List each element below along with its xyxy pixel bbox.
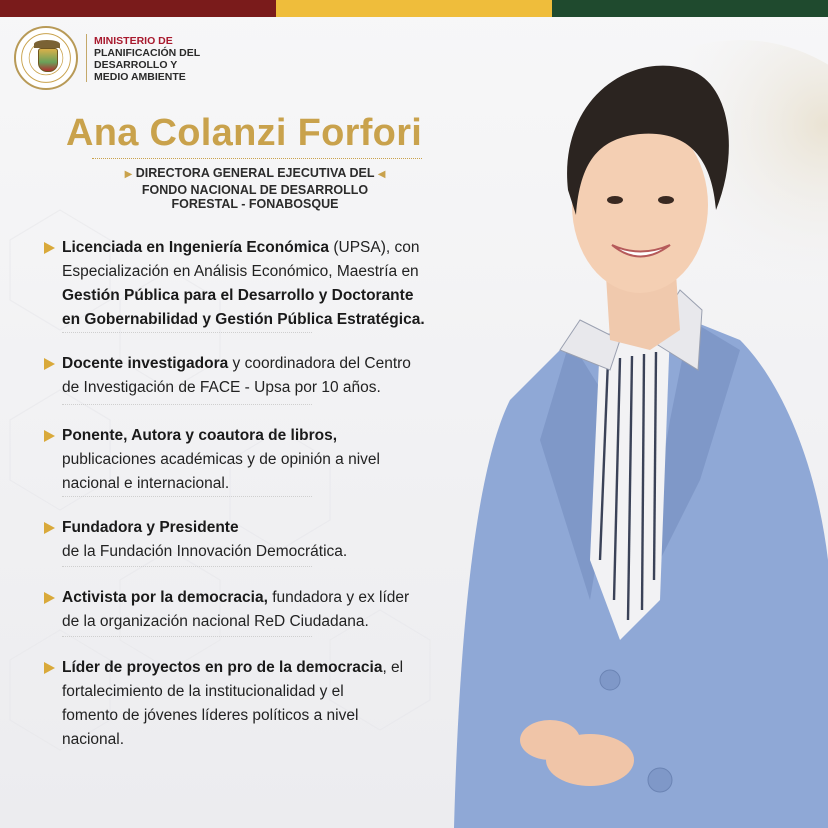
bio-text: fundadora y ex líder [267,589,410,606]
shield-icon [38,48,58,72]
bio-text: en Gobernabilidad y Gestión Pública Estratégica. [62,311,425,328]
position-title [90,166,420,212]
condor-icon [34,40,60,48]
bio-text: de la organización nacional ReD Ciudadana. [62,613,369,630]
bio-text: nacional e internacional. [62,475,230,492]
bio-text: fomento de jóvenes líderes políticos a nivel [62,707,359,724]
bio-item [44,352,474,400]
bio-text: fortalecimiento de la institucionalidad y el [62,683,344,700]
bio-text: Ponente, Autora y coautora de libros, [62,427,338,444]
dotted-separator [62,404,312,405]
bio-item [44,516,474,564]
bio-text: , el [382,659,404,676]
position-line-2: FONDO NACIONAL DE DESARROLLO [141,182,369,197]
bio-item [44,424,474,496]
bio-text: Especialización en Análisis Económico, Maestría en [62,263,419,280]
dotted-separator [62,566,312,567]
ministry-line-4: MEDIO AMBIENTE [94,71,186,83]
bio-text: Docente investigadora [62,355,229,372]
bullet-triangle-icon [44,242,55,254]
bio-text: publicaciones académicas y de opinión a nivel [62,451,380,468]
bio-text: de la Fundación Innovación Democrática. [62,543,348,560]
position-line-1: DIRECTORA GENERAL EJECUTIVA DEL [135,166,375,180]
logo-divider [86,34,87,82]
ministry-line-2: PLANIFICACIÓN DEL [94,47,201,59]
ministry-logo-text [94,35,214,83]
bullet-triangle-icon [44,662,55,674]
portrait-photo [440,40,828,828]
triangle-left-icon: ◀ [377,169,386,180]
dotted-separator [62,636,312,637]
bio-text: y coordinadora del Centro [228,355,411,372]
bio-text: (UPSA), con [329,239,420,256]
bullet-triangle-icon [44,358,55,370]
bio-text: Líder de proyectos en pro de la democracia [62,659,383,676]
flag-stripe-yellow [276,0,552,17]
dotted-separator [62,332,312,333]
bullet-triangle-icon [44,522,55,534]
bio-text: nacional. [62,731,125,748]
bio-text: Fundadora y Presidente [62,519,239,536]
bullet-triangle-icon [44,430,55,442]
bio-text: Licenciada en Ingeniería Económica [62,239,330,256]
flag-stripe-red [0,0,276,17]
bio-item [44,656,474,752]
bullet-triangle-icon [44,592,55,604]
person-name: Ana Colanzi Forfori [66,112,423,154]
flag-stripe-green [552,0,828,17]
bio-item [44,586,474,634]
title-dotted-rule [92,158,422,159]
ministry-line-3: DESARROLLO Y [94,59,178,71]
bolivia-state-seal [14,26,78,90]
bio-item [44,236,474,332]
bio-text: Activista por la democracia, [62,589,268,606]
bio-text: Gestión Pública para el Desarrollo y Doctorante [62,287,414,304]
dotted-separator [62,496,312,497]
ministry-line-1: MINISTERIO DE [94,35,173,47]
position-line-3: FORESTAL - FONABOSQUE [171,197,339,211]
bio-text: de Investigación de FACE - Upsa por 10 años. [62,379,381,396]
triangle-right-icon: ▶ [124,169,133,180]
